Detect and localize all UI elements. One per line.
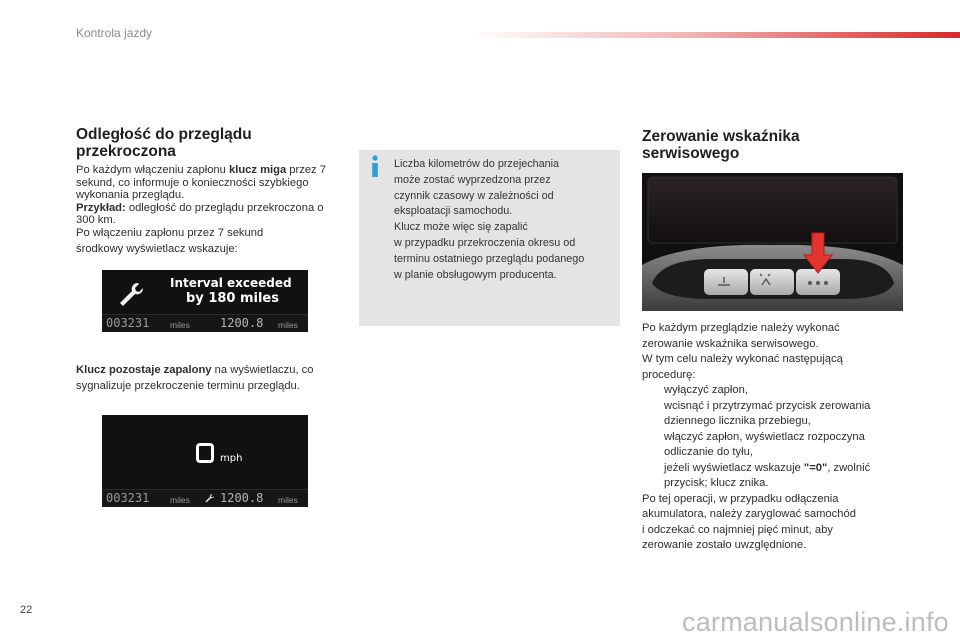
header-accent-bar: [470, 32, 960, 38]
text: czynnik czasowy w zależności od: [394, 189, 554, 202]
text: wcisnąć i przytrzymać przycisk zerowania dziennego licznika przebiegu,: [664, 399, 871, 427]
watermark: carmanualsonline.info: [682, 607, 949, 637]
left-paragraph-2: [76, 363, 338, 394]
text-bold: "=0": [803, 461, 828, 474]
text: procedurę:: [642, 368, 696, 381]
text: jeżeli wyświetlacz wskazuje: [664, 461, 804, 474]
text: odległość do przeglądu przekroczona o 300 km.: [76, 201, 324, 227]
list-item: [642, 399, 907, 430]
text: w przypadku przekroczenia okresu od: [394, 236, 576, 249]
wrench-icon: [204, 493, 215, 504]
odometer-unit: miles: [170, 320, 190, 330]
text: włączyć zapłon, wyświetlacz rozpoczyna odliczanie do tyłu,: [664, 430, 865, 458]
text: w planie obsługowym producenta.: [394, 268, 557, 281]
trip-odometer: 1200.8: [220, 316, 264, 330]
text: terminu ostatniego przeglądu podanego: [394, 252, 585, 265]
text: eksploatacji samochodu.: [394, 205, 513, 218]
wrench-icon: [116, 280, 146, 310]
left-paragraph: [76, 164, 338, 257]
dashboard-button-photo: [642, 173, 903, 311]
list-item: [642, 461, 907, 492]
section-title-service-reset: Zerowanie wskaźnika serwisowego: [642, 128, 800, 162]
text-bold: klucz miga: [228, 164, 287, 176]
text: akumulatora, należy zaryglować samochód: [642, 508, 856, 520]
text: przez 7 sekund, co informuje o konieczności szybkiego wykonania przeglądu.: [76, 164, 326, 202]
odometer-unit: miles: [278, 320, 298, 330]
display-message-line2: [186, 291, 279, 306]
text: Po każdym przeglądzie należy wykonać: [642, 322, 840, 334]
text: W tym celu należy wykonać następującą: [642, 353, 843, 365]
text: na wyświetlaczu, co sygnalizuje przekroczenie terminu przeglądu.: [76, 364, 314, 392]
text: i odczekać co najmniej pięć minut, aby: [642, 523, 833, 536]
text: może zostać wyprzedzona przez: [394, 173, 551, 186]
odometer-unit: miles: [278, 495, 298, 505]
text: , zwolnić przycisk; klucz znika.: [664, 461, 871, 489]
text: Liczba kilometrów do przejechania: [394, 158, 560, 170]
odometer-row: [102, 489, 308, 507]
interval-value: 180: [208, 291, 236, 306]
text: by: [186, 291, 209, 306]
text: środkowy wyświetlacz wskazuje:: [76, 242, 238, 255]
display-interval-exceeded: [102, 270, 308, 332]
text: Po każdym włączeniu zapłonu: [76, 164, 229, 176]
list-item: [642, 430, 907, 461]
odometer-unit: miles: [170, 495, 190, 505]
text: Po tej operacji, w przypadku odłączenia: [642, 492, 839, 505]
trip-odometer: 1200.8: [220, 491, 264, 505]
text: zerowanie wskaźnika serwisowego.: [642, 337, 819, 350]
section-title-interval-exceeded: Odległość do przeglądu przekroczona: [76, 126, 252, 160]
interval-unit: miles: [235, 291, 279, 306]
display-message-line1: Interval exceeded: [170, 276, 292, 290]
example-label: Przykład:: [76, 201, 126, 214]
text-bold: Klucz pozostaje zapalony: [76, 364, 212, 376]
text: Po włączeniu zapłonu przez 7 sekund: [76, 226, 264, 239]
total-odometer: 003231: [106, 491, 150, 505]
running-header: Kontrola jazdy: [76, 26, 153, 40]
speed-indicator-icon: [196, 443, 214, 463]
display-service-wrench: [102, 415, 308, 507]
total-odometer: 003231: [106, 316, 150, 330]
text: wyłączyć zapłon,: [664, 384, 748, 396]
list-item: [642, 383, 907, 399]
odometer-row: [102, 314, 308, 332]
speed-unit: mph: [220, 453, 243, 464]
info-icon: [369, 155, 381, 177]
page-number: 22: [20, 604, 33, 616]
right-paragraph: [642, 321, 907, 554]
text: zerowanie zostało uwzględnione.: [642, 539, 807, 551]
dashboard-illustration: [642, 173, 903, 311]
info-text: [394, 157, 618, 283]
text: Klucz może więc się zapalić: [394, 221, 528, 234]
